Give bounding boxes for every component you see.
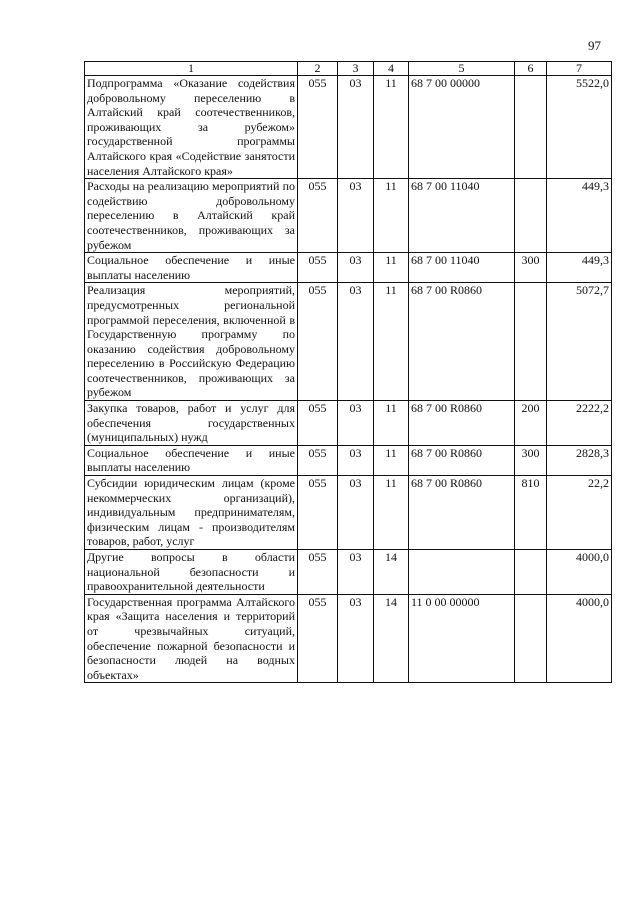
- column-header: 4: [374, 62, 409, 76]
- column-header: 3: [338, 62, 374, 76]
- row-ministry-code: 055: [298, 445, 338, 475]
- row-target-article: 68 7 00 00000: [409, 76, 515, 179]
- row-name: Расходы на реализацию мероприятий по содействию добровольному переселению в Алтайский край соотечественников, проживающих за рубежом: [85, 179, 298, 253]
- row-target-article: 11 0 00 00000: [409, 594, 515, 683]
- row-section-code: 03: [338, 445, 374, 475]
- row-section-code: 03: [338, 594, 374, 683]
- row-expense-type: [515, 76, 547, 179]
- row-expense-type: 300: [515, 445, 547, 475]
- row-name: Субсидии юридическим лицам (кроме некоммерческих организаций), индивидуальным предпринимателям, физическим лицам - производителям товаров, работ, услуг: [85, 476, 298, 550]
- row-section-code: 03: [338, 550, 374, 595]
- row-section-code: 03: [338, 253, 374, 283]
- row-ministry-code: 055: [298, 401, 338, 446]
- row-name: Государственная программа Алтайского края «Защита населения и территорий от чрезвычайных ситуаций, обеспечение пожарной безопасности и безопасности людей на водных объектах»: [85, 594, 298, 683]
- row-amount: 2222,2: [547, 401, 612, 446]
- row-name: Социальное обеспечение и иные выплаты населению: [85, 253, 298, 283]
- row-target-article: 68 7 00 R0860: [409, 401, 515, 446]
- column-header: 1: [85, 62, 298, 76]
- row-subsection-code: 11: [374, 179, 409, 253]
- row-subsection-code: 14: [374, 594, 409, 683]
- table-row: [85, 550, 612, 595]
- row-amount: 4000,0: [547, 550, 612, 595]
- row-target-article: 68 7 00 R0860: [409, 476, 515, 550]
- table-row: [85, 283, 612, 401]
- row-ministry-code: 055: [298, 253, 338, 283]
- row-expense-type: 810: [515, 476, 547, 550]
- row-ministry-code: 055: [298, 594, 338, 683]
- table-row: [85, 179, 612, 253]
- row-expense-type: 200: [515, 401, 547, 446]
- row-ministry-code: 055: [298, 476, 338, 550]
- table-row: [85, 445, 612, 475]
- row-amount: 5522,0: [547, 76, 612, 179]
- column-header: 6: [515, 62, 547, 76]
- row-section-code: 03: [338, 76, 374, 179]
- row-expense-type: [515, 283, 547, 401]
- row-subsection-code: 11: [374, 401, 409, 446]
- row-ministry-code: 055: [298, 76, 338, 179]
- row-ministry-code: 055: [298, 179, 338, 253]
- table-row: [85, 253, 612, 283]
- row-name: Закупка товаров, работ и услуг для обеспечения государственных (муниципальных) нужд: [85, 401, 298, 446]
- row-target-article: 68 7 00 R0860: [409, 445, 515, 475]
- row-amount: 449,3: [547, 179, 612, 253]
- column-header: 5: [409, 62, 515, 76]
- table-row: [85, 594, 612, 683]
- row-section-code: 03: [338, 476, 374, 550]
- row-target-article: 68 7 00 11040: [409, 253, 515, 283]
- row-section-code: 03: [338, 283, 374, 401]
- row-target-article: 68 7 00 R0860: [409, 283, 515, 401]
- row-ministry-code: 055: [298, 550, 338, 595]
- row-subsection-code: 11: [374, 476, 409, 550]
- row-amount: 4000,0: [547, 594, 612, 683]
- row-amount: 22,2: [547, 476, 612, 550]
- row-subsection-code: 11: [374, 253, 409, 283]
- budget-table: [84, 61, 612, 683]
- page-number: 97: [588, 38, 601, 53]
- row-section-code: 03: [338, 401, 374, 446]
- row-name: Подпрограмма «Оказание содействия добровольному переселению в Алтайский край соотечественников, проживающих за рубежом» государственной программы Алтайского края «Содействие занятости населения Алтайского края»: [85, 76, 298, 179]
- row-subsection-code: 11: [374, 283, 409, 401]
- row-expense-type: [515, 550, 547, 595]
- row-target-article: [409, 550, 515, 595]
- row-subsection-code: 11: [374, 76, 409, 179]
- row-section-code: 03: [338, 179, 374, 253]
- row-name: Реализация мероприятий, предусмотренных региональной программой переселения, включенной в Государственную программу по оказанию содействия добровольному переселению в Российскую Федерацию соотечественников, проживающих за рубежом: [85, 283, 298, 401]
- table-row: [85, 476, 612, 550]
- row-subsection-code: 11: [374, 445, 409, 475]
- row-amount: 449,3: [547, 253, 612, 283]
- table-row: [85, 401, 612, 446]
- row-ministry-code: 055: [298, 283, 338, 401]
- row-expense-type: [515, 179, 547, 253]
- row-subsection-code: 14: [374, 550, 409, 595]
- row-target-article: 68 7 00 11040: [409, 179, 515, 253]
- row-name: Другие вопросы в области национальной безопасности и правоохранительной деятельности: [85, 550, 298, 595]
- row-expense-type: 300: [515, 253, 547, 283]
- row-expense-type: [515, 594, 547, 683]
- column-header: 2: [298, 62, 338, 76]
- table-header-row: [85, 62, 612, 76]
- column-header: 7: [547, 62, 612, 76]
- row-amount: 2828,3: [547, 445, 612, 475]
- row-amount: 5072,7: [547, 283, 612, 401]
- table-row: [85, 76, 612, 179]
- row-name: Социальное обеспечение и иные выплаты населению: [85, 445, 298, 475]
